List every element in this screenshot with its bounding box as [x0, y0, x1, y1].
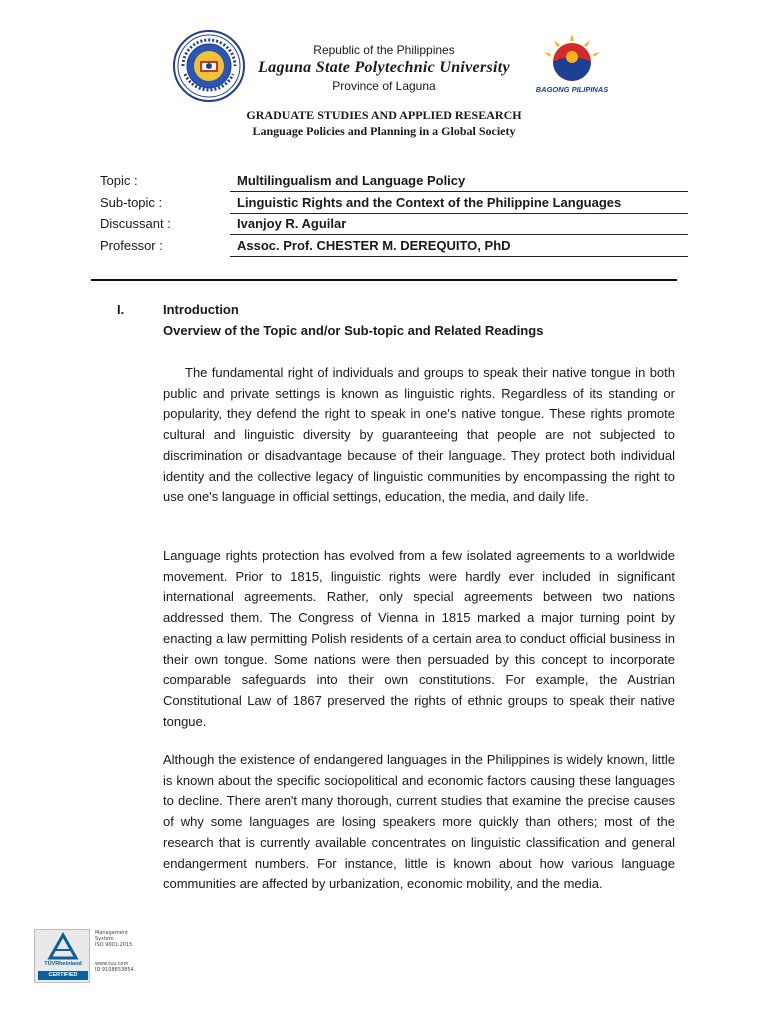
horizontal-rule: [91, 279, 677, 281]
tuv-brand: TÜVRheinland: [44, 961, 82, 967]
cert-line: ISO 9001:2015: [95, 942, 133, 949]
paragraph: Language rights protection has evolved from a few isolated agreements to a worldwide movement. Prior to 1815, linguistic rights were hardly ever included in significant international agreements. Rather, only special agreements between two nations addressed them. The Congress of Vienna in 1815 marked a major turning point by enacting a law permitting Polish residents of a certain area to conduct official business in their own tongue. Some nations were then persuaded by this concept to incorporate comparable safeguards into their own constitutions. For example, the Austrian Constitutional Law of 1867 preserved the rights of ethnic groups to speak their native tongue.: [163, 548, 675, 729]
section-subtitle: Overview of the Topic and/or Sub-topic and Related Readings: [163, 323, 544, 338]
tuv-triangle-icon: [35, 930, 91, 962]
cert-details: [95, 930, 134, 973]
cert-line: www.tuv.com: [95, 961, 129, 968]
info-label: Topic :: [100, 173, 138, 188]
info-label: Sub-topic :: [100, 194, 163, 210]
iso-certification-badge: [34, 929, 144, 983]
certified-label: CERTIFIED: [38, 971, 88, 980]
info-row-topic: [100, 171, 688, 193]
info-value: Linguistic Rights and the Context of the Philippine Languages: [230, 193, 688, 214]
cert-line: ID 9108653854: [95, 967, 134, 974]
paragraph: Although the existence of endangered languages in the Philippines is widely known, little is known about the specific sociopolitical and economic factors causing these languages to decline. There aren't many thorough, current studies that examine the precise causes of why some languages are losing speakers more quickly than others; most of the research that is currently available concentrates on linguistic classification and general endangerment numbers. For instance, little is known about how various language communities are affected by urbanization, economic mobility, and the media.: [163, 752, 675, 892]
section-number: I.: [117, 302, 125, 317]
info-table: [100, 171, 688, 257]
course-title: Language Policies and Planning in a Global Society: [252, 124, 516, 138]
paragraph: The fundamental right of individuals and groups to speak their native tongue in both public and private settings is known as linguistic rights. Regardless of its standing or popularity, they defend the right to speak in one's native tongue. These rights promote cultural and linguistic diversity by guaranteeing that people are not subjected to discrimination or disadvantage because of their language. They protect both individual identity and the collective legacy of linguistic communities by encompassing the right to use one's language in official settings, education, the media, and daily life.: [163, 365, 675, 505]
department-title: GRADUATE STUDIES AND APPLIED RESEARCH: [246, 108, 522, 122]
info-row-professor: [100, 236, 688, 258]
university-name: Laguna State Polytechnic University: [258, 59, 510, 76]
province-line: Province of Laguna: [332, 79, 436, 93]
section-title: Introduction: [163, 302, 239, 317]
tuv-logo: [34, 929, 90, 983]
info-label: Professor :: [100, 237, 163, 253]
cert-line: Management: [95, 930, 128, 936]
bagong-pilipinas-text: BAGONG PILIPINAS: [535, 85, 609, 94]
info-value: Multilingualism and Language Policy: [230, 171, 688, 192]
info-label: Discussant :: [100, 216, 171, 231]
republic-line: Republic of the Philippines: [313, 43, 455, 57]
cert-line: System: [95, 936, 114, 943]
info-row-discussant: [100, 214, 688, 236]
info-row-subtopic: [100, 193, 688, 215]
info-value: Ivanjoy R. Aguilar: [230, 214, 688, 235]
info-value: Assoc. Prof. CHESTER M. DEREQUITO, PhD: [230, 236, 688, 257]
